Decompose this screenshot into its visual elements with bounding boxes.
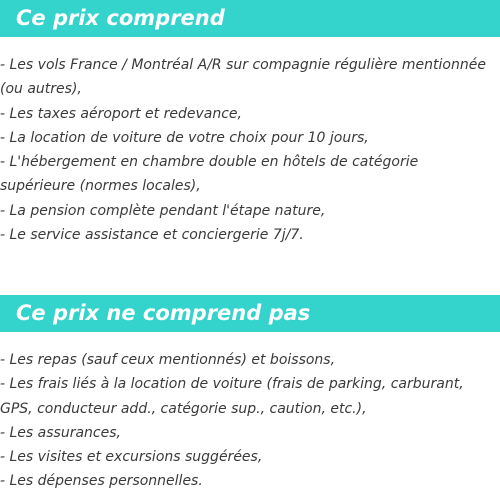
included-list [0, 53, 496, 247]
list-item: - Les taxes aéroport et redevance, [0, 105, 242, 122]
excluded-section-header: Ce prix ne comprend pas [0, 295, 500, 332]
list-item: - Les frais liés à la location de voiture (frais de parking, carburant, GPS, conducteur add., catégorie sup., caution, etc.), [0, 376, 464, 417]
list-item: - La location de voiture de votre choix pour 10 jours, [0, 129, 369, 146]
list-item: - Le service assistance et conciergerie 7j/7. [0, 227, 304, 244]
list-item: - Les visites et excursions suggérées, [0, 449, 263, 466]
list-item: - La pension complète pendant l'étape nature, [0, 202, 326, 219]
included-section-header: Ce prix comprend [0, 0, 500, 37]
list-item: - Les repas (sauf ceux mentionnés) et boissons, [0, 352, 336, 368]
list-item: - Les vols France / Montréal A/R sur compagnie régulière mentionnée (ou autres), [0, 57, 486, 98]
list-item: - Les dépenses personnelles. [0, 473, 203, 490]
list-item: - Les assurances, [0, 424, 121, 441]
list-item: - L'hébergement en chambre double en hôtels de catégorie supérieure (normes locales), [0, 154, 419, 195]
excluded-list [0, 348, 496, 494]
